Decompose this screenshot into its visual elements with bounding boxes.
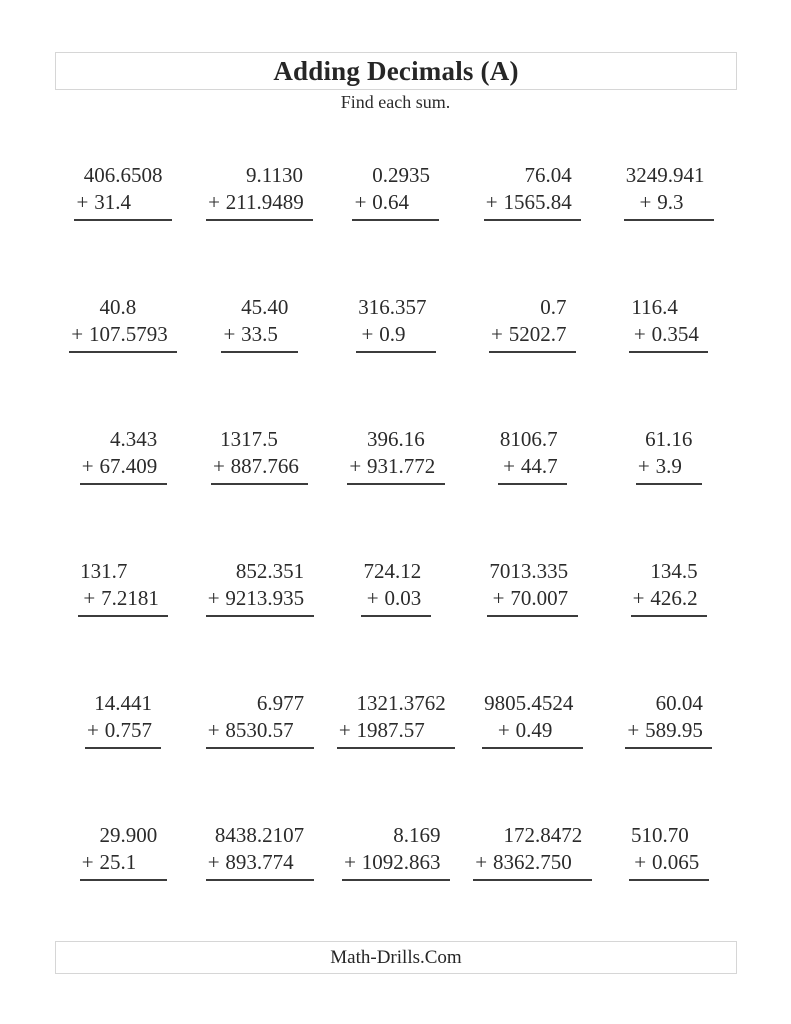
top-operand-integer-part: 14 — [94, 691, 116, 715]
bottom-operand-digits: 8362 — [492, 850, 535, 874]
top-operand-integer-part: 8438 — [214, 823, 257, 847]
bottom-operand-integer-part — [82, 453, 121, 480]
plus-sign: + — [338, 718, 351, 742]
plus-sign: + — [81, 454, 94, 478]
bottom-operand-digits: 0 — [651, 850, 663, 874]
plus-sign: + — [349, 454, 362, 478]
bottom-operand-integer-part — [87, 717, 115, 744]
bottom-operand-fraction-part: .774 — [256, 850, 294, 874]
plus-sign: + — [207, 586, 220, 610]
plus-sign: + — [627, 718, 640, 742]
bottom-operand-integer-part — [633, 585, 682, 612]
bottom-operand-fraction-part: .2181 — [111, 586, 159, 610]
bottom-operand-digits: 70 — [510, 586, 532, 610]
bottom-operand-digits: 67 — [99, 454, 121, 478]
addition-problem — [489, 294, 576, 353]
bottom-operand-fraction-part: .84 — [545, 190, 572, 214]
bottom-operand-fraction-part: .772 — [398, 454, 436, 478]
top-operand-integer-part: 510 — [630, 823, 663, 847]
top-operand-fraction-part: .12 — [394, 559, 422, 583]
top-operand-fraction-part: .4 — [662, 295, 678, 319]
bottom-operand-digits: 426 — [650, 586, 682, 610]
bottom-operand-integer-part — [631, 321, 662, 348]
bottom-operand-integer-part — [223, 321, 262, 348]
bottom-operand-fraction-part: .5793 — [120, 322, 168, 346]
top-operand-integer-part: 61 — [645, 427, 667, 451]
top-operand-integer-part: 29 — [99, 823, 121, 847]
top-operand-integer-part: 134 — [650, 559, 682, 583]
top-operand-fraction-part: .70 — [662, 823, 689, 847]
bottom-operand-digits: 7 — [101, 586, 112, 610]
bottom-operand-fraction-part: .95 — [676, 718, 703, 742]
top-operand-integer-part: 316 — [358, 295, 390, 319]
top-operand-integer-part: 6 — [256, 691, 268, 715]
top-operand-fraction-part: .441 — [115, 691, 152, 715]
bottom-operand-digits: 1565 — [503, 190, 546, 214]
bottom-operand-digits: 0 — [651, 322, 663, 346]
top-operand-integer-part: 45 — [241, 295, 263, 319]
plus-sign: + — [634, 850, 647, 874]
bottom-operand-integer-part — [626, 189, 668, 216]
bottom-operand-digits: 0 — [372, 190, 383, 214]
top-operand-fraction-part: .3762 — [398, 691, 446, 715]
top-operand-integer-part: 1317 — [220, 427, 263, 451]
top-operand-fraction-part: .04 — [676, 691, 703, 715]
addition-problem — [624, 162, 714, 221]
plus-sign: + — [207, 850, 220, 874]
top-operand-integer-part: 1321 — [356, 691, 399, 715]
addition-problem — [337, 690, 456, 749]
plus-sign: + — [503, 454, 515, 478]
top-operand-fraction-part: .900 — [120, 823, 158, 847]
bottom-operand-integer-part — [77, 189, 116, 216]
bottom-operand-fraction-part: .766 — [262, 454, 299, 478]
bottom-operand-digits: 9 — [657, 190, 668, 214]
bottom-operand-digits: 0 — [379, 322, 390, 346]
bottom-operand-digits: 893 — [225, 850, 257, 874]
plus-sign: + — [497, 718, 510, 742]
top-operand-integer-part: 4 — [110, 427, 121, 451]
addition-problem — [80, 822, 167, 881]
top-operand-fraction-part: .04 — [545, 163, 572, 187]
plus-sign: + — [71, 322, 84, 346]
bottom-operand-fraction-part: .1 — [120, 850, 137, 874]
addition-problem — [85, 690, 162, 749]
addition-problem — [636, 426, 702, 485]
bottom-operand-digits: 0 — [104, 718, 116, 742]
top-operand-fraction-part: .941 — [667, 163, 705, 187]
addition-problem — [487, 558, 577, 617]
plus-sign: + — [81, 850, 94, 874]
page-title: Adding Decimals (A) — [273, 55, 519, 86]
addition-problem — [211, 426, 309, 485]
top-operand-integer-part: 8 — [393, 823, 404, 847]
bottom-operand-fraction-part: .750 — [534, 850, 572, 874]
plus-sign: + — [633, 322, 646, 346]
bottom-operand-fraction-part: .354 — [662, 322, 699, 346]
bottom-operand-fraction-part: .007 — [531, 586, 569, 610]
addition-problem — [625, 690, 712, 749]
bottom-operand-fraction-part: .863 — [403, 850, 441, 874]
addition-problem — [629, 294, 708, 353]
bottom-operand-digits: 589 — [645, 718, 677, 742]
bottom-operand-digits: 8530 — [225, 718, 268, 742]
plus-sign: + — [366, 586, 379, 610]
addition-problem — [342, 822, 450, 881]
top-operand-integer-part: 40 — [99, 295, 121, 319]
bottom-operand-digits: 107 — [89, 322, 121, 346]
bottom-operand-fraction-part: .9 — [389, 322, 406, 346]
addition-problem — [206, 690, 314, 749]
top-operand-integer-part: 8106 — [499, 427, 542, 451]
instruction-text: Find each sum. — [340, 92, 451, 112]
plus-sign: + — [490, 322, 503, 346]
bottom-operand-integer-part — [208, 585, 268, 612]
top-operand-integer-part: 76 — [524, 163, 546, 187]
bottom-operand-integer-part — [339, 717, 399, 744]
top-operand-fraction-part: .40 — [262, 295, 289, 319]
bottom-operand-fraction-part: .5 — [262, 322, 278, 346]
bottom-operand-digits: 0 — [384, 586, 395, 610]
bottom-operand-digits: 1092 — [361, 850, 404, 874]
plus-sign: + — [208, 190, 220, 214]
addition-problem — [361, 558, 430, 617]
title-box — [55, 52, 737, 90]
top-operand-integer-part: 0 — [372, 163, 383, 187]
bottom-operand-digits: 887 — [230, 454, 263, 478]
addition-problem — [206, 558, 314, 617]
addition-problem — [74, 162, 172, 221]
bottom-operand-integer-part — [349, 453, 398, 480]
top-operand-fraction-part: .343 — [120, 427, 158, 451]
footer-box — [55, 941, 737, 974]
top-operand-fraction-part: .6508 — [115, 163, 163, 187]
bottom-operand-fraction-part: .64 — [382, 190, 410, 214]
bottom-operand-digits: 9213 — [225, 586, 268, 610]
plus-sign: + — [223, 322, 236, 346]
addition-problem — [356, 294, 436, 353]
top-operand-integer-part: 9805 — [484, 691, 527, 715]
top-operand-fraction-part: .8472 — [534, 823, 583, 847]
addition-problem — [484, 162, 582, 221]
bottom-operand-digits: 931 — [367, 454, 399, 478]
bottom-operand-digits: 1987 — [356, 718, 399, 742]
bottom-operand-integer-part — [638, 453, 666, 480]
bottom-operand-fraction-part: .4 — [115, 190, 131, 214]
top-operand-fraction-part: .4524 — [526, 691, 574, 715]
bottom-operand-integer-part — [491, 321, 551, 348]
top-operand-fraction-part: .977 — [267, 691, 305, 715]
top-operand-integer-part: 0 — [540, 295, 551, 319]
bottom-operand-integer-part — [208, 717, 268, 744]
bottom-operand-fraction-part: .3 — [667, 190, 684, 214]
plus-sign: + — [83, 586, 96, 610]
bottom-operand-fraction-part: .9489 — [256, 190, 304, 214]
top-operand-integer-part: 116 — [631, 295, 663, 319]
bottom-operand-digits: 44 — [520, 454, 542, 478]
bottom-operand-integer-part — [355, 189, 383, 216]
bottom-operand-digits: 33 — [241, 322, 263, 346]
addition-problem — [473, 822, 592, 881]
bottom-operand-fraction-part: .57 — [267, 718, 294, 742]
bottom-operand-integer-part — [71, 321, 120, 348]
addition-problem — [221, 294, 298, 353]
bottom-operand-integer-part — [213, 453, 262, 480]
bottom-operand-integer-part — [358, 321, 390, 348]
bottom-operand-fraction-part: .7 — [541, 454, 558, 478]
top-operand-fraction-part: .357 — [389, 295, 427, 319]
bottom-operand-integer-part — [489, 585, 531, 612]
plus-sign: + — [76, 190, 89, 214]
addition-problem — [352, 162, 439, 221]
plus-sign: + — [87, 718, 99, 742]
bottom-operand-digits: 3 — [655, 454, 667, 478]
bottom-operand-fraction-part: .409 — [120, 454, 158, 478]
bottom-operand-digits: 5202 — [508, 322, 551, 346]
addition-problem — [206, 162, 313, 221]
top-operand-integer-part: 852 — [235, 559, 268, 583]
top-operand-fraction-part: .335 — [531, 559, 569, 583]
top-operand-fraction-part: .7 — [541, 427, 558, 451]
top-operand-fraction-part: .5 — [681, 559, 698, 583]
plus-sign: + — [485, 190, 498, 214]
bottom-operand-digits: 0 — [515, 718, 527, 742]
top-operand-fraction-part: .16 — [398, 427, 425, 451]
top-operand-fraction-part: .5 — [262, 427, 278, 451]
top-operand-fraction-part: .16 — [666, 427, 693, 451]
addition-problem — [482, 690, 583, 749]
top-operand-fraction-part: .2935 — [382, 163, 431, 187]
addition-problem — [498, 426, 567, 485]
top-operand-integer-part: 60 — [655, 691, 677, 715]
top-operand-fraction-part: .1130 — [256, 163, 303, 187]
plus-sign: + — [361, 322, 374, 346]
addition-problem — [69, 294, 177, 353]
bottom-operand-integer-part — [80, 585, 112, 612]
top-operand-fraction-part: .7 — [111, 559, 128, 583]
plus-sign: + — [212, 454, 225, 478]
bottom-operand-digits: 25 — [99, 850, 121, 874]
top-operand-integer-part: 3249 — [625, 163, 668, 187]
bottom-operand-fraction-part: .065 — [662, 850, 700, 874]
plus-sign: + — [475, 850, 488, 874]
addition-problem — [78, 558, 168, 617]
top-operand-integer-part: 406 — [83, 163, 116, 187]
addition-problem — [629, 822, 709, 881]
bottom-operand-fraction-part: .935 — [267, 586, 305, 610]
plus-sign: + — [344, 850, 356, 874]
bottom-operand-fraction-part: .7 — [550, 322, 567, 346]
top-operand-integer-part: 7013 — [489, 559, 532, 583]
bottom-operand-integer-part — [500, 453, 542, 480]
bottom-operand-fraction-part: .03 — [394, 586, 422, 610]
bottom-operand-fraction-part: .2 — [681, 586, 698, 610]
addition-problem — [631, 558, 708, 617]
top-operand-fraction-part: .2107 — [256, 823, 305, 847]
plus-sign: + — [492, 586, 505, 610]
bottom-operand-integer-part — [344, 849, 404, 876]
top-operand-integer-part: 396 — [367, 427, 399, 451]
addition-problem — [80, 426, 167, 485]
bottom-operand-integer-part — [631, 849, 663, 876]
bottom-operand-fraction-part: .757 — [115, 718, 152, 742]
top-operand-integer-part: 9 — [246, 163, 257, 187]
top-operand-fraction-part: .351 — [267, 559, 305, 583]
top-operand-integer-part: 724 — [363, 559, 395, 583]
plus-sign: + — [639, 190, 652, 214]
bottom-operand-integer-part — [486, 189, 546, 216]
bottom-operand-fraction-part: .9 — [666, 454, 682, 478]
bottom-operand-integer-part — [208, 849, 257, 876]
plus-sign: + — [354, 190, 367, 214]
bottom-operand-integer-part — [208, 189, 256, 216]
top-operand-fraction-part: .8 — [120, 295, 137, 319]
bottom-operand-integer-part — [363, 585, 395, 612]
plus-sign: + — [207, 718, 220, 742]
bottom-operand-integer-part — [82, 849, 121, 876]
footer-text: Math-Drills.Com — [330, 946, 462, 968]
bottom-operand-digits: 211 — [225, 190, 257, 214]
plus-sign: + — [632, 586, 645, 610]
top-operand-fraction-part: .7 — [550, 295, 567, 319]
bottom-operand-fraction-part: .57 — [398, 718, 425, 742]
bottom-operand-digits: 31 — [94, 190, 116, 214]
plus-sign: + — [637, 454, 650, 478]
addition-problem — [347, 426, 445, 485]
bottom-operand-integer-part — [484, 717, 526, 744]
bottom-operand-fraction-part: .49 — [526, 718, 553, 742]
addition-problem — [206, 822, 314, 881]
top-operand-fraction-part: .169 — [403, 823, 441, 847]
problems-grid — [55, 162, 737, 881]
bottom-operand-integer-part — [627, 717, 676, 744]
top-operand-integer-part: 172 — [503, 823, 535, 847]
bottom-operand-integer-part — [475, 849, 535, 876]
top-operand-integer-part: 131 — [80, 559, 112, 583]
